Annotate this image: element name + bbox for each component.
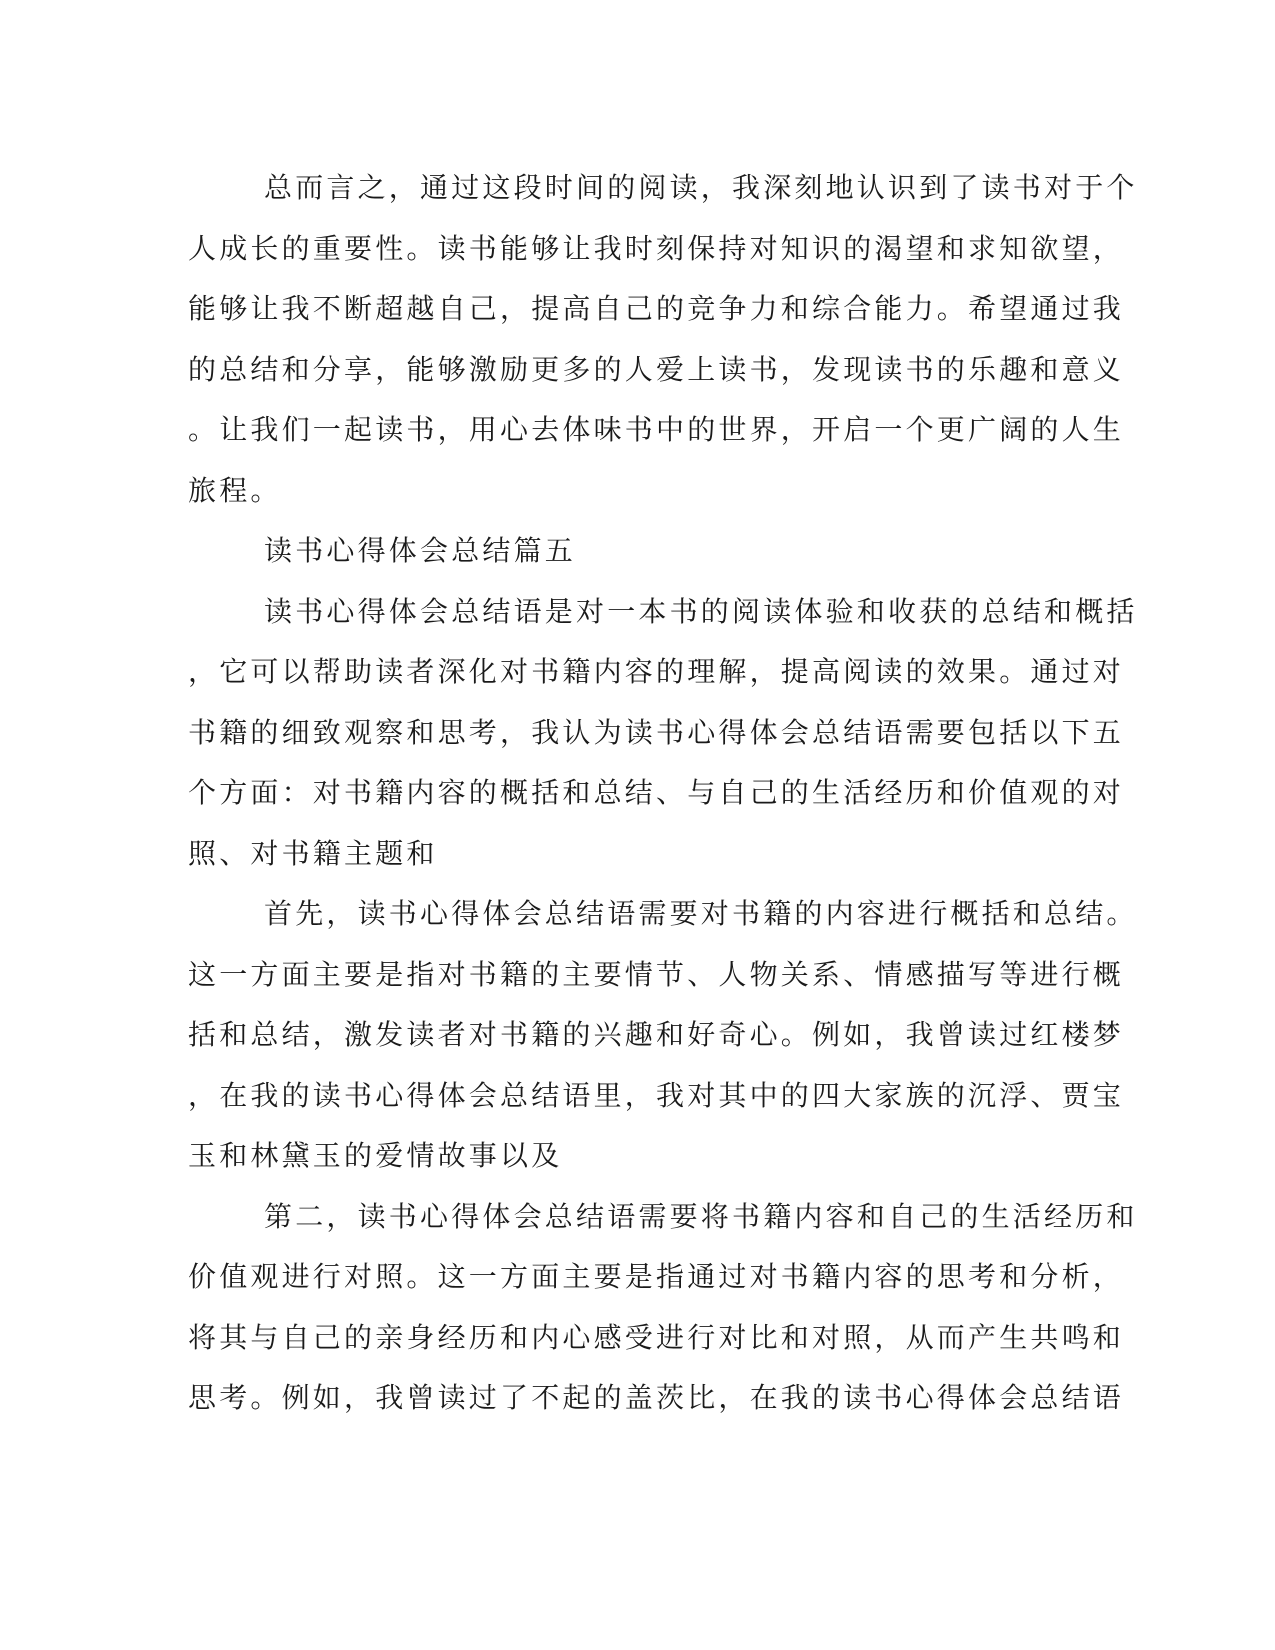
paragraph-line: ，在我的读书心得体会总结语里，我对其中的四大家族的沉浮、贾宝 [188, 1078, 1125, 1112]
paragraph-line: 读书心得体会总结语是对一本书的阅读体验和收获的总结和概括 [264, 594, 1138, 628]
section-heading: 读书心得体会总结篇五 [264, 534, 577, 567]
paragraph-line: 的总结和分享，能够激励更多的人爱上读书，发现读书的乐趣和意义 [188, 352, 1125, 386]
paragraph-line: 思考。例如，我曾读过了不起的盖茨比，在我的读书心得体会总结语 [188, 1381, 1125, 1414]
paragraph-line: 这一方面主要是指对书籍的主要情节、人物关系、情感描写等进行概 [188, 957, 1125, 991]
paragraph-line: 照、对书籍主题和 [188, 836, 438, 870]
paragraph-line: 括和总结，激发读者对书籍的兴趣和好奇心。例如，我曾读过红楼梦 [188, 1018, 1125, 1051]
paragraph-line: 个方面：对书籍内容的概括和总结、与自己的生活经历和价值观的对 [188, 776, 1125, 809]
paragraph-line: 价值观进行对照。这一方面主要是指通过对书籍内容的思考和分析， [188, 1260, 1125, 1293]
paragraph-line: 将其与自己的亲身经历和内心感受进行对比和对照，从而产生共鸣和 [188, 1320, 1125, 1354]
document-body [188, 158, 1138, 1429]
paragraph-line: ，它可以帮助读者深化对书籍内容的理解，提高阅读的效果。通过对 [188, 655, 1125, 688]
paragraph-line: 人成长的重要性。读书能够让我时刻保持对知识的渴望和求知欲望， [188, 231, 1125, 265]
paragraph-line: 能够让我不断超越自己，提高自己的竞争力和综合能力。希望通过我 [188, 292, 1125, 325]
paragraph-line: 旅程。 [188, 473, 282, 507]
paragraph-line: 第二，读书心得体会总结语需要将书籍内容和自己的生活经历和 [264, 1199, 1138, 1233]
paragraph-line: 。让我们一起读书，用心去体味书中的世界，开启一个更广阔的人生 [188, 413, 1125, 446]
paragraph-line: 首先，读书心得体会总结语需要对书籍的内容进行概括和总结。 [264, 897, 1138, 930]
paragraph-line: 玉和林黛玉的爱情故事以及 [188, 1139, 563, 1172]
paragraph-line: 书籍的细致观察和思考，我认为读书心得体会总结语需要包括以下五 [188, 715, 1125, 749]
paragraph-line: 总而言之，通过这段时间的阅读，我深刻地认识到了读书对于个 [264, 171, 1138, 204]
